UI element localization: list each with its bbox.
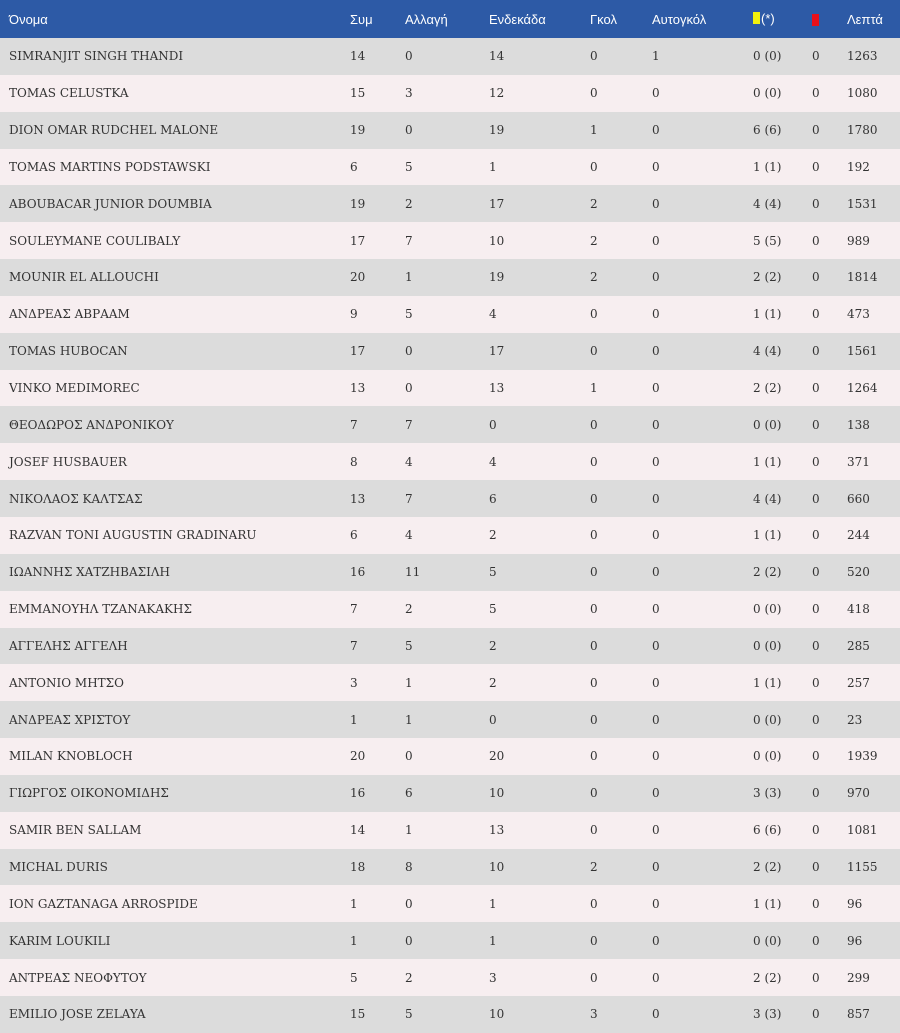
- red-cards-cell: 0: [812, 159, 820, 174]
- own-goals-cell: 0: [652, 896, 660, 911]
- yellow-cards-cell: 0 (0): [753, 49, 782, 64]
- yellow-cards-cell: 2 (2): [753, 970, 782, 985]
- starts-cell: 2: [489, 675, 497, 690]
- own-goals-cell: 0: [652, 86, 660, 101]
- red-cards-cell: 0: [812, 896, 820, 911]
- own-goals-cell: 0: [652, 159, 660, 174]
- player-name: VINKO MEDIMOREC: [9, 381, 140, 396]
- yellow-cards-cell: 3 (3): [753, 1007, 782, 1022]
- table-row: [0, 664, 900, 701]
- starts-cell: 19: [489, 123, 505, 138]
- own-goals-cell: 0: [652, 823, 660, 838]
- starts-cell: 5: [489, 565, 497, 580]
- minutes-cell: 285: [847, 638, 870, 653]
- yellow-cards-cell: 1 (1): [753, 307, 782, 322]
- player-name: EMILIO JOSE ZELAYA: [9, 1007, 146, 1022]
- table-row: [0, 443, 900, 480]
- starts-cell: 3: [489, 970, 497, 985]
- starts-cell: 1: [489, 159, 497, 174]
- table-row: [0, 738, 900, 775]
- player-name: RAZVAN TONI AUGUSTIN GRADINARU: [9, 528, 257, 543]
- own-goals-cell: 0: [652, 381, 660, 396]
- substitutions-cell: 5: [405, 1007, 413, 1022]
- goals-cell: 0: [590, 417, 598, 432]
- goals-cell: 1: [590, 123, 598, 138]
- substitutions-cell: 4: [405, 528, 413, 543]
- starts-cell: 4: [489, 454, 497, 469]
- red-cards-cell: 0: [812, 49, 820, 64]
- starts-cell: 6: [489, 491, 497, 506]
- yellow-card-suffix: (*): [761, 10, 775, 26]
- goals-cell: 0: [590, 823, 598, 838]
- red-cards-cell: 0: [812, 602, 820, 617]
- yellow-cards-cell: 2 (2): [753, 565, 782, 580]
- starts-cell: 14: [489, 49, 505, 64]
- col-header-goals[interactable]: Γκολ: [590, 11, 617, 27]
- substitutions-cell: 3: [405, 86, 413, 101]
- goals-cell: 2: [590, 270, 598, 285]
- substitutions-cell: 5: [405, 307, 413, 322]
- substitutions-cell: 0: [405, 123, 413, 138]
- appearances-cell: 1: [350, 933, 358, 948]
- goals-cell: 0: [590, 749, 598, 764]
- red-cards-cell: 0: [812, 1007, 820, 1022]
- substitutions-cell: 1: [405, 675, 413, 690]
- goals-cell: 2: [590, 859, 598, 874]
- starts-cell: 17: [489, 344, 505, 359]
- player-name: SIMRANJIT SINGH THANDI: [9, 49, 184, 64]
- own-goals-cell: 0: [652, 196, 660, 211]
- minutes-cell: 1080: [847, 86, 878, 101]
- player-name: SAMIR BEN SALLAM: [9, 823, 142, 838]
- appearances-cell: 1: [350, 712, 358, 727]
- appearances-cell: 7: [350, 417, 358, 432]
- red-cards-cell: 0: [812, 454, 820, 469]
- table-row: [0, 75, 900, 112]
- appearances-cell: 20: [350, 749, 366, 764]
- goals-cell: 0: [590, 786, 598, 801]
- col-header-appearances[interactable]: Συμ: [350, 11, 373, 27]
- own-goals-cell: 0: [652, 712, 660, 727]
- starts-cell: 1: [489, 896, 497, 911]
- yellow-cards-cell: 2 (2): [753, 381, 782, 396]
- substitutions-cell: 11: [405, 565, 421, 580]
- minutes-cell: 1939: [847, 749, 878, 764]
- starts-cell: 19: [489, 270, 505, 285]
- red-cards-cell: 0: [812, 270, 820, 285]
- yellow-cards-cell: 1 (1): [753, 896, 782, 911]
- minutes-cell: 1531: [847, 196, 878, 211]
- goals-cell: 0: [590, 602, 598, 617]
- appearances-cell: 6: [350, 159, 358, 174]
- minutes-cell: 1264: [847, 381, 878, 396]
- red-cards-cell: 0: [812, 233, 820, 248]
- starts-cell: 5: [489, 602, 497, 617]
- appearances-cell: 14: [350, 823, 366, 838]
- goals-cell: 0: [590, 159, 598, 174]
- starts-cell: 20: [489, 749, 505, 764]
- goals-cell: 0: [590, 712, 598, 727]
- table-row: [0, 885, 900, 922]
- red-card-icon: [812, 14, 819, 26]
- own-goals-cell: 0: [652, 454, 660, 469]
- player-name: ΙΩΑΝΝΗΣ ΧΑΤΖΗΒΑΣΙΛΗ: [9, 565, 170, 580]
- minutes-cell: 473: [847, 307, 870, 322]
- red-cards-cell: 0: [812, 823, 820, 838]
- substitutions-cell: 4: [405, 454, 413, 469]
- player-name: ΝΙΚΟΛΑΟΣ ΚΑΛΤΣΑΣ: [9, 491, 143, 506]
- own-goals-cell: 0: [652, 933, 660, 948]
- own-goals-cell: 0: [652, 602, 660, 617]
- goals-cell: 0: [590, 454, 598, 469]
- appearances-cell: 7: [350, 602, 358, 617]
- red-cards-cell: 0: [812, 859, 820, 874]
- minutes-cell: 96: [847, 896, 863, 911]
- substitutions-cell: 0: [405, 49, 413, 64]
- appearances-cell: 18: [350, 859, 366, 874]
- substitutions-cell: 2: [405, 196, 413, 211]
- col-header-minutes[interactable]: Λεπτά: [847, 11, 883, 27]
- own-goals-cell: 1: [652, 49, 660, 64]
- appearances-cell: 13: [350, 381, 366, 396]
- goals-cell: 0: [590, 344, 598, 359]
- yellow-cards-cell: 6 (6): [753, 123, 782, 138]
- substitutions-cell: 7: [405, 417, 413, 432]
- appearances-cell: 6: [350, 528, 358, 543]
- table-row: [0, 591, 900, 628]
- player-name: KARIM LOUKILI: [9, 933, 111, 948]
- appearances-cell: 3: [350, 675, 358, 690]
- starts-cell: 4: [489, 307, 497, 322]
- minutes-cell: 989: [847, 233, 870, 248]
- table-row: [0, 370, 900, 407]
- minutes-cell: 371: [847, 454, 870, 469]
- table-row: [0, 812, 900, 849]
- appearances-cell: 14: [350, 49, 366, 64]
- red-cards-cell: 0: [812, 638, 820, 653]
- minutes-cell: 244: [847, 528, 870, 543]
- red-cards-cell: 0: [812, 565, 820, 580]
- col-header-starts[interactable]: Ενδεκάδα: [489, 11, 546, 27]
- table-row: [0, 996, 900, 1033]
- goals-cell: 0: [590, 896, 598, 911]
- starts-cell: 10: [489, 233, 505, 248]
- player-name: ION GAZTANAGA ARROSPIDE: [9, 896, 198, 911]
- starts-cell: 13: [489, 823, 505, 838]
- header-row: [0, 0, 900, 38]
- substitutions-cell: 2: [405, 602, 413, 617]
- goals-cell: 0: [590, 307, 598, 322]
- appearances-cell: 15: [350, 86, 366, 101]
- goals-cell: 0: [590, 491, 598, 506]
- yellow-cards-cell: 3 (3): [753, 786, 782, 801]
- minutes-cell: 1780: [847, 123, 878, 138]
- yellow-cards-cell: 0 (0): [753, 749, 782, 764]
- player-name: JOSEF HUSBAUER: [9, 454, 127, 469]
- player-name: TOMAS HUBOCAN: [9, 344, 128, 359]
- substitutions-cell: 1: [405, 270, 413, 285]
- substitutions-cell: 0: [405, 344, 413, 359]
- own-goals-cell: 0: [652, 344, 660, 359]
- appearances-cell: 7: [350, 638, 358, 653]
- yellow-cards-cell: 0 (0): [753, 86, 782, 101]
- substitutions-cell: 5: [405, 638, 413, 653]
- table-row: [0, 701, 900, 738]
- own-goals-cell: 0: [652, 417, 660, 432]
- goals-cell: 0: [590, 933, 598, 948]
- yellow-cards-cell: 0 (0): [753, 638, 782, 653]
- table-row: [0, 849, 900, 886]
- table-row: [0, 333, 900, 370]
- table-row: [0, 259, 900, 296]
- starts-cell: 2: [489, 528, 497, 543]
- minutes-cell: 857: [847, 1007, 870, 1022]
- appearances-cell: 9: [350, 307, 358, 322]
- substitutions-cell: 7: [405, 491, 413, 506]
- goals-cell: 3: [590, 1007, 598, 1022]
- yellow-cards-cell: 1 (1): [753, 454, 782, 469]
- minutes-cell: 138: [847, 417, 870, 432]
- table-row: [0, 554, 900, 591]
- substitutions-cell: 0: [405, 933, 413, 948]
- table-row: [0, 959, 900, 996]
- table-row: [0, 296, 900, 333]
- goals-cell: 0: [590, 86, 598, 101]
- red-cards-cell: 0: [812, 123, 820, 138]
- minutes-cell: 1263: [847, 49, 878, 64]
- appearances-cell: 19: [350, 123, 366, 138]
- player-name: ΘΕΟΔΩΡΟΣ ΑΝΔΡΟΝΙΚΟΥ: [9, 417, 174, 432]
- player-name: ΕΜΜΑΝΟΥΗΛ ΤΖΑΝΑΚΑΚΗΣ: [9, 602, 192, 617]
- goals-cell: 0: [590, 49, 598, 64]
- starts-cell: 10: [489, 1007, 505, 1022]
- appearances-cell: 16: [350, 786, 366, 801]
- player-name: ABOUBACAR JUNIOR DOUMBIA: [9, 196, 212, 211]
- own-goals-cell: 0: [652, 1007, 660, 1022]
- own-goals-cell: 0: [652, 123, 660, 138]
- appearances-cell: 20: [350, 270, 366, 285]
- own-goals-cell: 0: [652, 565, 660, 580]
- goals-cell: 0: [590, 638, 598, 653]
- col-header-yellow-cards[interactable]: [753, 0, 812, 38]
- own-goals-cell: 0: [652, 675, 660, 690]
- appearances-cell: 1: [350, 896, 358, 911]
- substitutions-cell: 1: [405, 823, 413, 838]
- substitutions-cell: 8: [405, 859, 413, 874]
- starts-cell: 17: [489, 196, 505, 211]
- table-row: [0, 222, 900, 259]
- yellow-cards-cell: 1 (1): [753, 675, 782, 690]
- own-goals-cell: 0: [652, 491, 660, 506]
- player-name: ΑΝΤΟΝΙΟ ΜΗΤΣΟ: [9, 675, 124, 690]
- player-name: ΓΙΩΡΓΟΣ ΟΙΚΟΝΟΜΙΔΗΣ: [9, 786, 169, 801]
- table-body: [0, 38, 900, 1033]
- table-row: [0, 406, 900, 443]
- goals-cell: 2: [590, 233, 598, 248]
- appearances-cell: 8: [350, 454, 358, 469]
- table-header: [0, 0, 900, 38]
- yellow-cards-cell: 4 (4): [753, 491, 782, 506]
- player-name: TOMAS CELUSTKA: [9, 86, 129, 101]
- table-row: [0, 922, 900, 959]
- yellow-card-icon: [753, 12, 760, 24]
- player-name: DION OMAR RUDCHEL MALONE: [9, 123, 219, 138]
- substitutions-cell: 7: [405, 233, 413, 248]
- starts-cell: 10: [489, 786, 505, 801]
- col-header-substitutions[interactable]: Αλλαγή: [405, 11, 448, 27]
- yellow-cards-cell: 0 (0): [753, 417, 782, 432]
- goals-cell: 0: [590, 565, 598, 580]
- yellow-cards-cell: 6 (6): [753, 823, 782, 838]
- minutes-cell: 299: [847, 970, 870, 985]
- appearances-cell: 17: [350, 344, 366, 359]
- red-cards-cell: 0: [812, 307, 820, 322]
- col-header-name[interactable]: Όνομα: [9, 11, 48, 27]
- own-goals-cell: 0: [652, 270, 660, 285]
- table-row: [0, 112, 900, 149]
- appearances-cell: 16: [350, 565, 366, 580]
- table-row: [0, 775, 900, 812]
- substitutions-cell: 6: [405, 786, 413, 801]
- table-row: [0, 517, 900, 554]
- starts-cell: 0: [489, 417, 497, 432]
- yellow-cards-cell: 2 (2): [753, 859, 782, 874]
- player-name: TOMAS MARTINS PODSTAWSKI: [9, 159, 211, 174]
- minutes-cell: 1561: [847, 344, 878, 359]
- table-row: [0, 149, 900, 186]
- red-cards-cell: 0: [812, 528, 820, 543]
- minutes-cell: 1155: [847, 859, 878, 874]
- own-goals-cell: 0: [652, 970, 660, 985]
- red-cards-cell: 0: [812, 749, 820, 764]
- own-goals-cell: 0: [652, 859, 660, 874]
- minutes-cell: 660: [847, 491, 870, 506]
- red-cards-cell: 0: [812, 933, 820, 948]
- own-goals-cell: 0: [652, 749, 660, 764]
- own-goals-cell: 0: [652, 307, 660, 322]
- appearances-cell: 19: [350, 196, 366, 211]
- substitutions-cell: 0: [405, 749, 413, 764]
- yellow-cards-cell: 4 (4): [753, 344, 782, 359]
- player-name: MILAN KNOBLOCH: [9, 749, 133, 764]
- own-goals-cell: 0: [652, 233, 660, 248]
- col-header-own-goals[interactable]: Αυτογκόλ: [652, 11, 707, 27]
- table-row: [0, 628, 900, 665]
- yellow-cards-cell: 1 (1): [753, 159, 782, 174]
- substitutions-cell: 5: [405, 159, 413, 174]
- red-cards-cell: 0: [812, 491, 820, 506]
- own-goals-cell: 0: [652, 528, 660, 543]
- yellow-cards-cell: 4 (4): [753, 196, 782, 211]
- minutes-cell: 192: [847, 159, 870, 174]
- starts-cell: 1: [489, 933, 497, 948]
- yellow-cards-cell: 0 (0): [753, 933, 782, 948]
- goals-cell: 0: [590, 970, 598, 985]
- red-cards-cell: 0: [812, 712, 820, 727]
- appearances-cell: 5: [350, 970, 358, 985]
- yellow-cards-cell: 0 (0): [753, 602, 782, 617]
- own-goals-cell: 0: [652, 786, 660, 801]
- minutes-cell: 96: [847, 933, 863, 948]
- table-row: [0, 38, 900, 75]
- starts-cell: 10: [489, 859, 505, 874]
- red-cards-cell: 0: [812, 86, 820, 101]
- substitutions-cell: 1: [405, 712, 413, 727]
- goals-cell: 0: [590, 675, 598, 690]
- red-cards-cell: 0: [812, 381, 820, 396]
- yellow-cards-cell: 1 (1): [753, 528, 782, 543]
- minutes-cell: 1081: [847, 823, 878, 838]
- player-name: ΑΝΤΡΕΑΣ ΝΕΟΦΥΤΟΥ: [9, 970, 147, 985]
- minutes-cell: 1814: [847, 270, 878, 285]
- table-row: [0, 480, 900, 517]
- goals-cell: 2: [590, 196, 598, 211]
- red-cards-cell: 0: [812, 417, 820, 432]
- yellow-cards-cell: 2 (2): [753, 270, 782, 285]
- col-header-red-cards[interactable]: [812, 0, 847, 38]
- player-name: ΑΝΔΡΕΑΣ ΑΒΡΑΑΜ: [9, 307, 130, 322]
- red-cards-cell: 0: [812, 675, 820, 690]
- minutes-cell: 418: [847, 602, 870, 617]
- goals-cell: 1: [590, 381, 598, 396]
- minutes-cell: 257: [847, 675, 870, 690]
- player-name: ΑΝΔΡΕΑΣ ΧΡΙΣΤΟΥ: [9, 712, 131, 727]
- appearances-cell: 15: [350, 1007, 366, 1022]
- red-cards-cell: 0: [812, 344, 820, 359]
- appearances-cell: 17: [350, 233, 366, 248]
- appearances-cell: 13: [350, 491, 366, 506]
- minutes-cell: 23: [847, 712, 863, 727]
- goals-cell: 0: [590, 528, 598, 543]
- player-name: MOUNIR EL ALLOUCHI: [9, 270, 159, 285]
- starts-cell: 13: [489, 381, 505, 396]
- starts-cell: 2: [489, 638, 497, 653]
- yellow-cards-cell: 5 (5): [753, 233, 782, 248]
- yellow-cards-cell: 0 (0): [753, 712, 782, 727]
- player-name: SOULEYMANE COULIBALY: [9, 233, 181, 248]
- minutes-cell: 970: [847, 786, 870, 801]
- substitutions-cell: 0: [405, 381, 413, 396]
- substitutions-cell: 0: [405, 896, 413, 911]
- starts-cell: 12: [489, 86, 505, 101]
- starts-cell: 0: [489, 712, 497, 727]
- red-cards-cell: 0: [812, 786, 820, 801]
- substitutions-cell: 2: [405, 970, 413, 985]
- red-cards-cell: 0: [812, 970, 820, 985]
- table-row: [0, 185, 900, 222]
- player-name: MICHAL DURIS: [9, 859, 108, 874]
- red-cards-cell: 0: [812, 196, 820, 211]
- minutes-cell: 520: [847, 565, 870, 580]
- own-goals-cell: 0: [652, 638, 660, 653]
- player-name: ΑΓΓΕΛΗΣ ΑΓΓΕΛΗ: [9, 638, 128, 653]
